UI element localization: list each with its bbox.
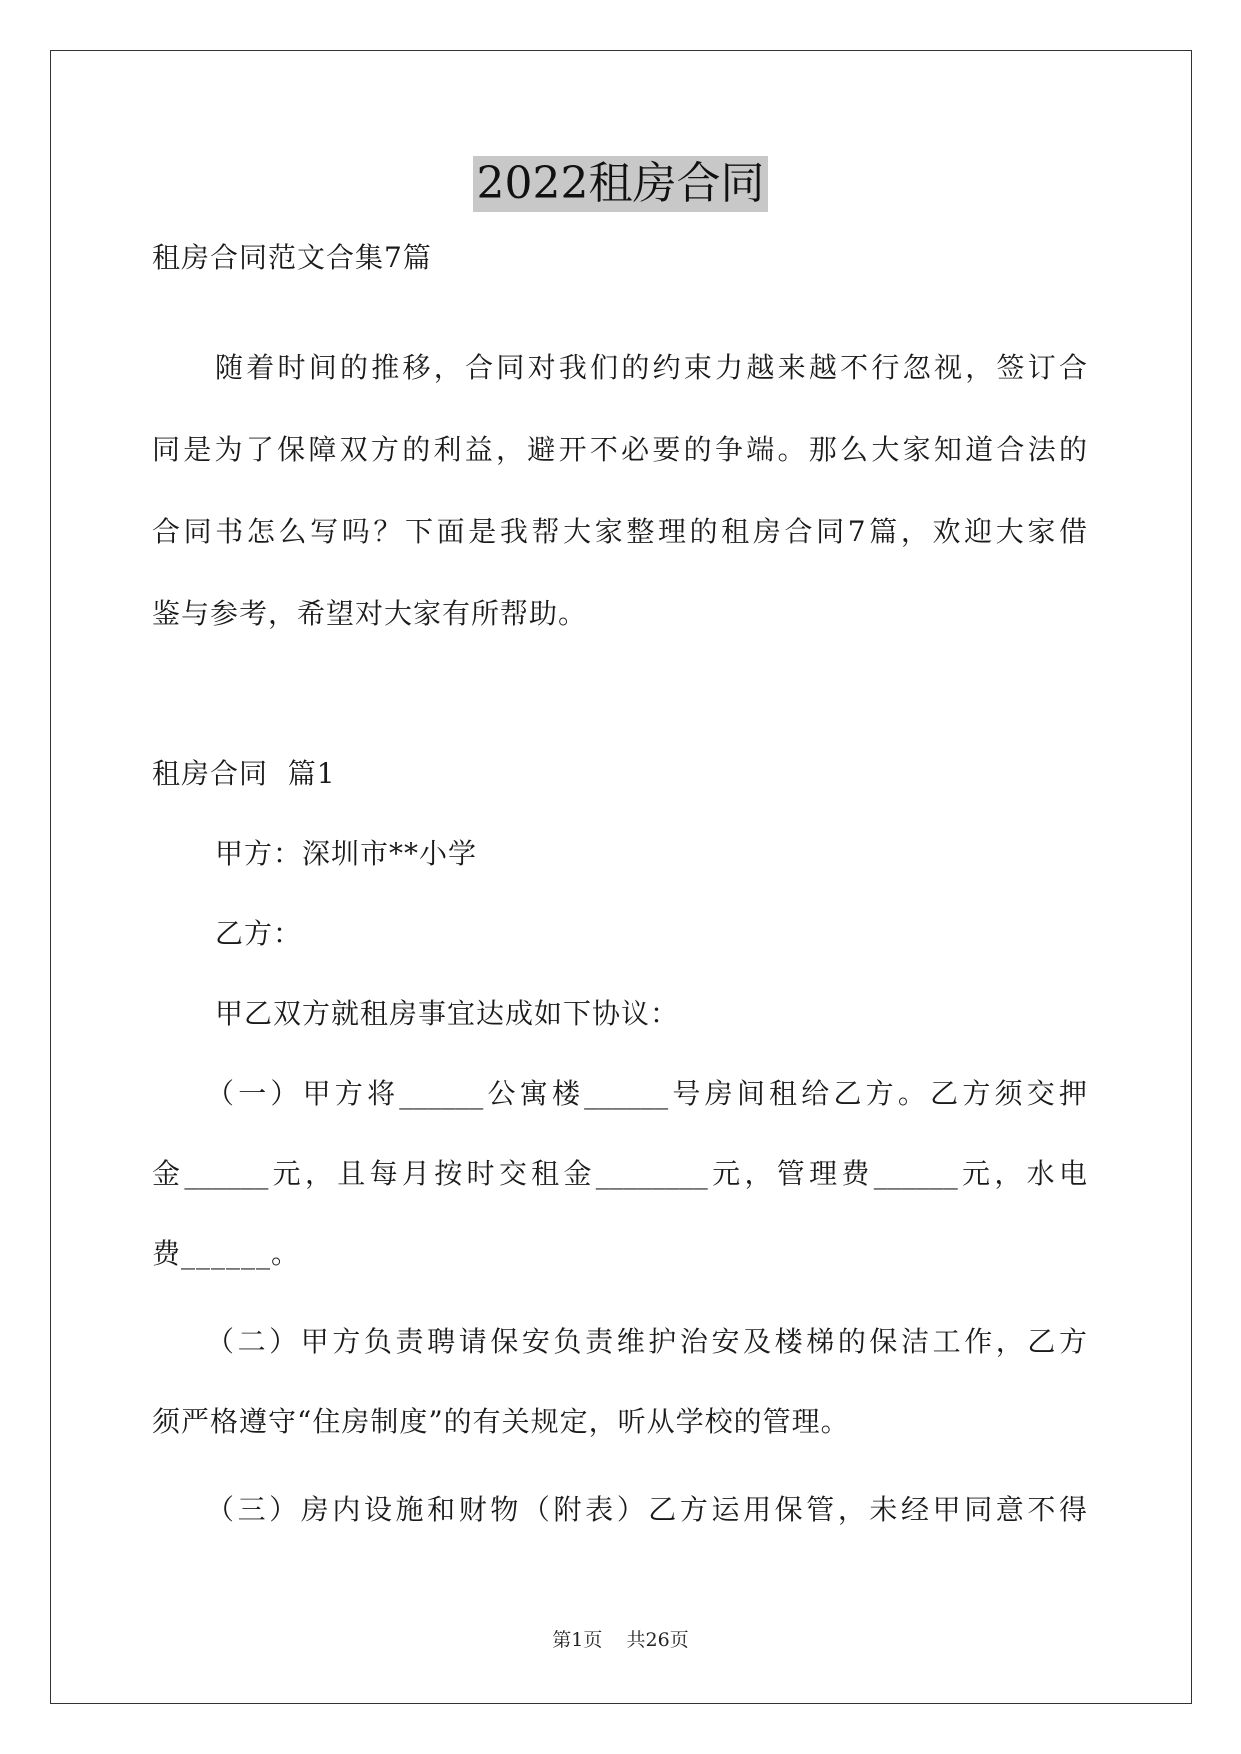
party-b: 乙方：: [215, 917, 303, 950]
footer-spacer: [602, 1629, 626, 1651]
clause2-line-1: （二）甲方负责聘请保安负责维护治安及楼梯的保洁工作，乙方: [206, 1325, 1087, 1358]
document-subtitle: 租房合同范文合集7篇: [152, 241, 432, 274]
page-border: [50, 50, 1192, 1704]
intro-line-4: 鉴与参考，希望对大家有所帮助。: [152, 597, 588, 630]
intro-line-3: 合同书怎么写吗？下面是我帮大家整理的租房合同7篇，欢迎大家借: [152, 515, 1087, 548]
page-total: 共26页: [626, 1629, 689, 1651]
document-title: 2022租房合同: [473, 156, 769, 212]
clause1-line-3: 费______。: [152, 1237, 301, 1270]
agreement-intro: 甲乙双方就租房事宜达成如下协议：: [215, 997, 680, 1030]
clause3-line-1: （三）房内设施和财物（附表）乙方运用保管，未经甲同意不得: [206, 1493, 1087, 1526]
page-footer: [0, 1628, 1241, 1652]
party-a: 甲方：深圳市**小学: [215, 837, 478, 870]
title-container: [0, 156, 1241, 212]
intro-line-1: 随着时间的推移，合同对我们的约束力越来越不行忽视，签订合: [215, 351, 1087, 384]
intro-line-2: 同是为了保障双方的利益，避开不必要的争端。那么大家知道合法的: [152, 433, 1087, 466]
clause1-line-1: （一）甲方将______公寓楼______号房间租给乙方。乙方须交押: [206, 1077, 1087, 1110]
clause2-line-2: 须严格遵守“住房制度”的有关规定，听从学校的管理。: [152, 1405, 850, 1438]
section-heading: 租房合同 篇1: [152, 757, 336, 790]
page-number: 第1页: [552, 1629, 603, 1651]
clause1-line-2: 金______元，且每月按时交租金________元，管理费______元，水电: [152, 1157, 1087, 1190]
